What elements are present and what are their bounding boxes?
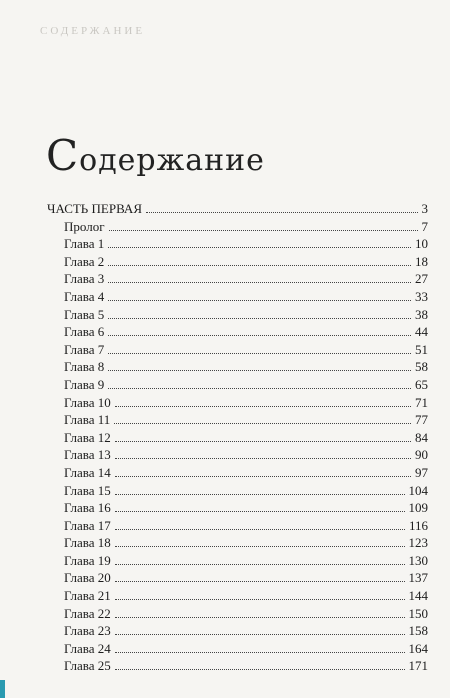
toc-entry-page-number: 65: [415, 376, 428, 392]
toc-entry-page-number: 7: [421, 218, 428, 234]
toc-entry-label: Пролог: [64, 218, 105, 234]
dot-leader: [108, 282, 411, 283]
toc-entry-chapter[interactable]: [47, 288, 428, 306]
dot-leader: [115, 564, 405, 565]
toc-entry-page-number: 18: [415, 253, 428, 269]
dot-leader: [108, 370, 411, 371]
dot-leader: [115, 511, 405, 512]
toc-entry-chapter[interactable]: [47, 323, 428, 341]
toc-entry-page-number: 123: [408, 535, 428, 551]
title-initial: С: [46, 131, 80, 180]
toc-entry-chapter[interactable]: [47, 218, 428, 236]
toc-entry-chapter[interactable]: [47, 552, 428, 570]
toc-entry-label: Глава 12: [64, 429, 111, 445]
toc-entry-label: Глава 3: [64, 271, 105, 287]
toc-entry-chapter[interactable]: [47, 446, 428, 464]
toc-entry-page-number: 33: [415, 288, 428, 304]
toc-entry-label: Глава 5: [64, 306, 105, 322]
dot-leader: [108, 247, 411, 248]
toc-entry-label: Глава 25: [64, 658, 111, 674]
dot-leader: [115, 476, 411, 477]
toc-entry-label: Глава 23: [64, 623, 111, 639]
toc-entry-label: Глава 1: [64, 236, 105, 252]
toc-entry-page-number: 51: [415, 341, 428, 357]
toc-entry-page-number: 171: [408, 658, 428, 674]
dot-leader: [115, 669, 405, 670]
page-edge-marker: [0, 680, 5, 698]
toc-entry-chapter[interactable]: [47, 429, 428, 447]
page-title: [46, 131, 265, 180]
toc-entry-label: Глава 14: [64, 464, 111, 480]
dot-leader: [109, 230, 418, 231]
toc-entry-chapter[interactable]: [47, 341, 428, 359]
toc-entry-page-number: 164: [408, 640, 428, 656]
dot-leader: [108, 335, 411, 336]
toc-entry-chapter[interactable]: [47, 587, 428, 605]
toc-entry-label: Глава 24: [64, 640, 111, 656]
toc-entry-label: Глава 19: [64, 552, 111, 568]
table-of-contents: [47, 200, 428, 675]
toc-entry-label: Глава 7: [64, 341, 105, 357]
toc-entry-page-number: 58: [415, 359, 428, 375]
toc-entry-chapter[interactable]: [47, 376, 428, 394]
title-rest: одержание: [79, 143, 265, 178]
toc-entry-chapter[interactable]: [47, 569, 428, 587]
toc-entry-page-number: 90: [415, 447, 428, 463]
toc-entry-chapter[interactable]: [47, 253, 428, 271]
toc-entry-page-number: 71: [415, 394, 428, 410]
dot-leader: [115, 546, 405, 547]
dot-leader: [146, 212, 418, 213]
dot-leader: [115, 529, 405, 530]
toc-entry-label: ЧАСТЬ ПЕРВАЯ: [47, 201, 142, 216]
toc-entry-chapter[interactable]: [47, 640, 428, 658]
toc-entry-label: Глава 16: [64, 500, 111, 516]
toc-entry-page-number: 10: [415, 236, 428, 252]
dot-leader: [115, 634, 405, 635]
toc-entry-label: Глава 13: [64, 447, 111, 463]
toc-entry-chapter[interactable]: [47, 270, 428, 288]
toc-entry-chapter[interactable]: [47, 358, 428, 376]
dot-leader: [115, 652, 405, 653]
toc-entry-page-number: 3: [421, 201, 428, 216]
toc-entry-label: Глава 22: [64, 605, 111, 621]
toc-entry-label: Глава 10: [64, 394, 111, 410]
toc-entry-chapter[interactable]: [47, 517, 428, 535]
dot-leader: [115, 458, 411, 459]
toc-entry-chapter[interactable]: [47, 394, 428, 412]
toc-entry-label: Глава 9: [64, 376, 105, 392]
toc-entry-label: Глава 2: [64, 253, 105, 269]
dot-leader: [108, 353, 411, 354]
toc-entry-page-number: 38: [415, 306, 428, 322]
toc-entry-page-number: 144: [408, 588, 428, 604]
dot-leader: [115, 494, 405, 495]
toc-entry-label: Глава 11: [64, 412, 111, 428]
toc-entry-page-number: 104: [408, 482, 428, 498]
toc-entry-page-number: 116: [408, 517, 428, 533]
toc-entry-page-number: 44: [415, 324, 428, 340]
dot-leader: [115, 441, 411, 442]
toc-entry-chapter[interactable]: [47, 657, 428, 675]
dot-leader: [115, 406, 411, 407]
toc-entry-page-number: 77: [415, 412, 428, 428]
dot-leader: [114, 423, 411, 424]
toc-entry-page-number: 130: [408, 552, 428, 568]
toc-entry-chapter[interactable]: [47, 482, 428, 500]
toc-entry-chapter[interactable]: [47, 411, 428, 429]
dot-leader: [108, 265, 411, 266]
toc-entry-chapter[interactable]: [47, 499, 428, 517]
toc-entry-label: Глава 17: [64, 517, 111, 533]
toc-entry-chapter[interactable]: [47, 534, 428, 552]
bleed-through-text: СОДЕРЖАНИЕ: [40, 25, 146, 37]
toc-entry-label: Глава 4: [64, 288, 105, 304]
toc-entry-chapter[interactable]: [47, 464, 428, 482]
toc-entry-label: Глава 18: [64, 535, 111, 551]
toc-entry-page-number: 27: [415, 271, 428, 287]
dot-leader: [108, 388, 411, 389]
toc-entry-chapter[interactable]: [47, 235, 428, 253]
toc-entry-page-number: 158: [408, 623, 428, 639]
toc-entry-page-number: 84: [415, 429, 428, 445]
toc-entry-label: Глава 20: [64, 570, 111, 586]
dot-leader: [108, 318, 411, 319]
toc-entry-page-number: 137: [408, 570, 428, 586]
dot-leader: [115, 581, 405, 582]
toc-entry-chapter[interactable]: [47, 605, 428, 623]
toc-entry-chapter[interactable]: [47, 622, 428, 640]
toc-entry-label: Глава 15: [64, 482, 111, 498]
toc-entry-chapter[interactable]: [47, 306, 428, 324]
toc-entry-label: Глава 8: [64, 359, 105, 375]
toc-entry-page-number: 150: [408, 605, 428, 621]
toc-entry-label: Глава 6: [64, 324, 105, 340]
toc-entry-page-number: 97: [415, 464, 428, 480]
toc-entry-page-number: 109: [408, 500, 428, 516]
dot-leader: [108, 300, 411, 301]
dot-leader: [115, 599, 405, 600]
toc-entry-part[interactable]: [47, 200, 428, 218]
dot-leader: [115, 617, 405, 618]
toc-entry-label: Глава 21: [64, 588, 111, 604]
